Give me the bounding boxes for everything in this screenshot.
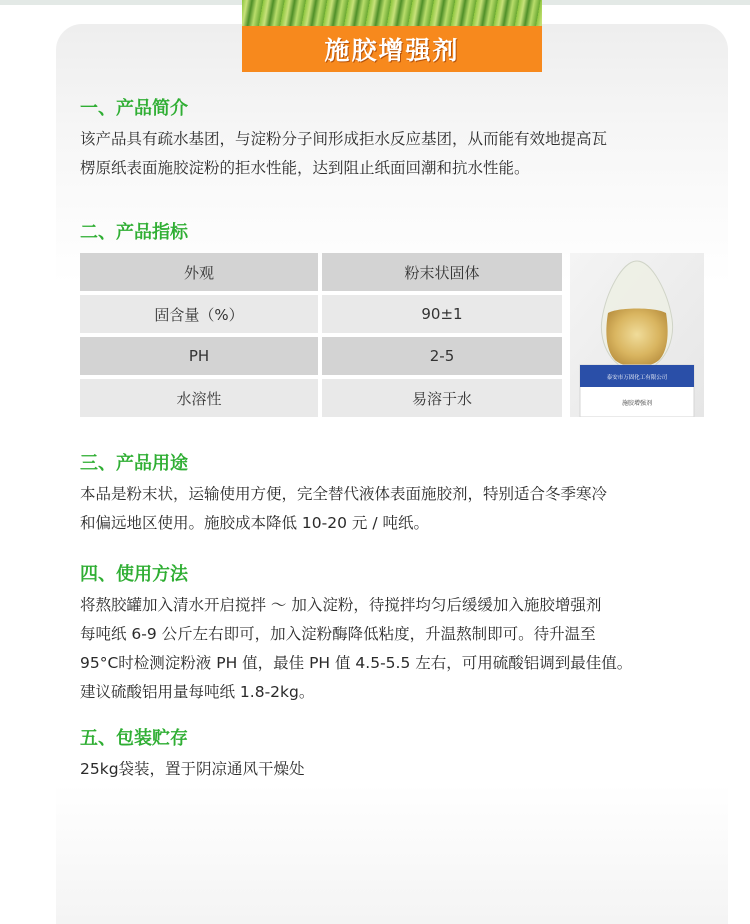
spec-value: 2-5 — [322, 337, 562, 375]
table-row — [80, 295, 562, 333]
spec-table — [80, 253, 562, 421]
intro-paragraph — [80, 125, 712, 183]
section-title-packaging: 五、包装贮存 — [80, 728, 188, 749]
uses-line: 和偏远地区使用。施胶成本降低 10-20 元 / 吨纸。 — [80, 514, 429, 532]
powder-fill — [606, 309, 667, 367]
intro-line: 楞原纸表面施胶淀粉的拒水性能，达到阻止纸面回潮和抗水性能。 — [80, 159, 530, 177]
table-row — [80, 337, 562, 375]
method-line: 建议硫酸铝用量每吨纸 1.8-2kg。 — [80, 683, 315, 701]
section-title-method: 四、使用方法 — [80, 564, 188, 585]
packaging-line: 25kg袋装，置于阴凉通风干燥处 — [80, 760, 305, 778]
uses-line: 本品是粉末状，运输使用方便，完全替代液体表面施胶剂，特别适合冬季寒冷 — [80, 485, 608, 503]
method-paragraph — [80, 591, 712, 707]
spec-name: 固含量（%） — [80, 295, 318, 333]
spec-name: 水溶性 — [80, 379, 318, 417]
table-row — [80, 379, 562, 417]
section-title-intro: 一、产品简介 — [80, 98, 188, 119]
intro-line: 该产品具有疏水基团，与淀粉分子间形成拒水反应基团，从而能有效地提高瓦 — [80, 130, 608, 148]
spec-value: 90±1 — [322, 295, 562, 333]
product-jar-image — [570, 253, 704, 417]
label-product: 施胶增强剂 — [621, 400, 653, 407]
method-line: 每吨纸 6-9 公斤左右即可，加入淀粉酶降低粘度，升温熬制即可。待升温至 — [80, 625, 596, 643]
label-company: 泰安市万固化工有限公司 — [606, 375, 668, 381]
spec-value: 易溶于水 — [322, 379, 562, 417]
section-title-uses: 三、产品用途 — [80, 453, 188, 474]
title-banner — [242, 26, 542, 72]
spec-name: 外观 — [80, 253, 318, 291]
method-line: 95°C时检测淀粉液 PH 值，最佳 PH 值 4.5-5.5 左右，可用硫酸铝调到最佳值。 — [80, 654, 633, 672]
section-title-specs: 二、产品指标 — [80, 222, 188, 243]
uses-paragraph — [80, 480, 712, 538]
table-row — [80, 253, 562, 291]
product-photo — [570, 253, 704, 417]
packaging-paragraph — [80, 755, 712, 784]
spec-name: PH — [80, 337, 318, 375]
banner-title: 施胶增强剂 — [324, 36, 460, 65]
spec-value: 粉末状固体 — [322, 253, 562, 291]
method-line: 将熬胶罐加入清水开启搅拌 ～ 加入淀粉，待搅拌均匀后缓缓加入施胶增强剂 — [80, 596, 602, 614]
